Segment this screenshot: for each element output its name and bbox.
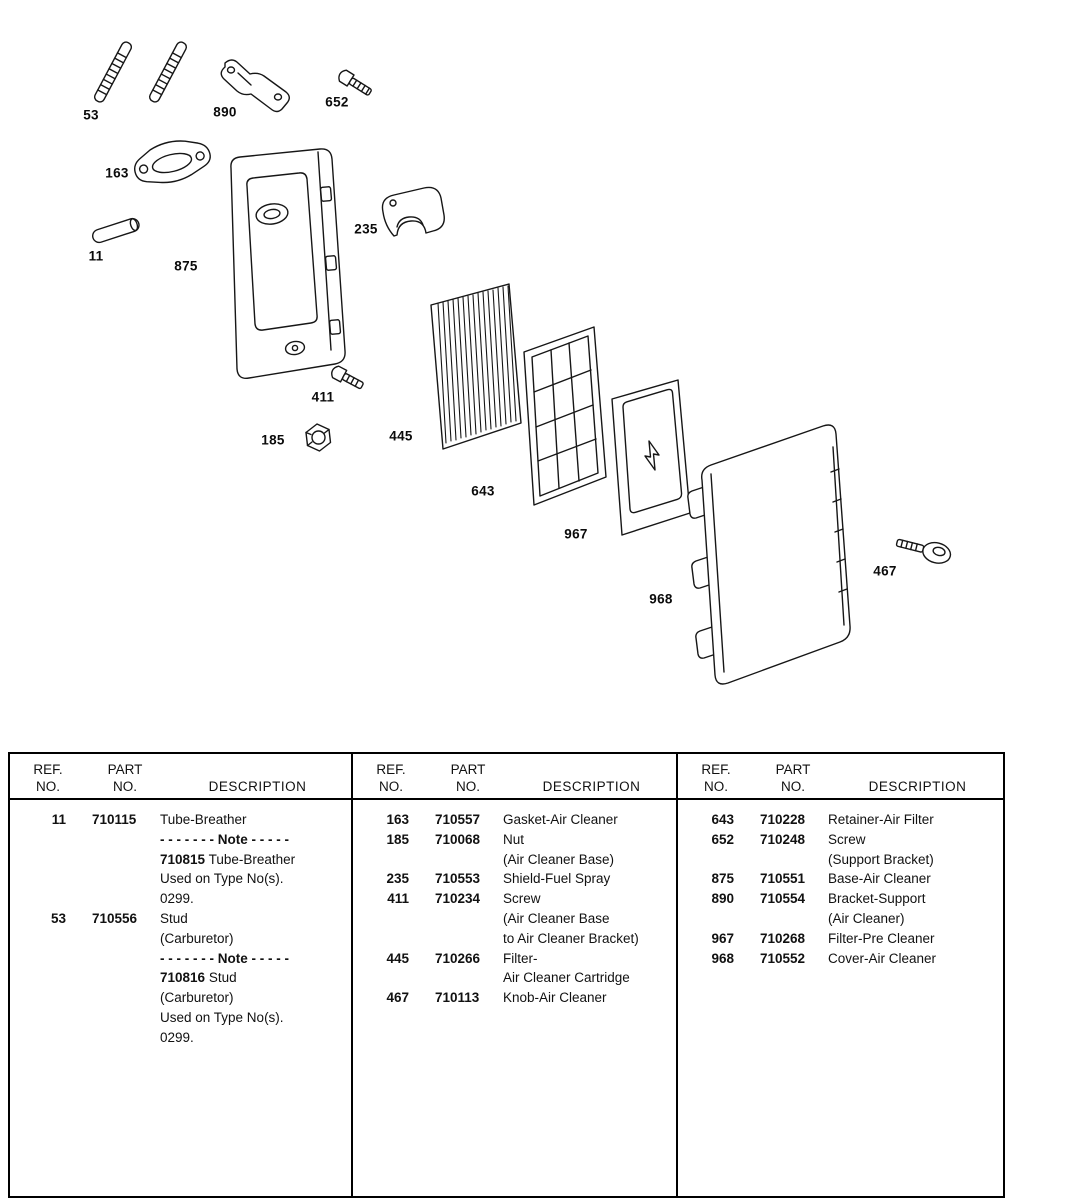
description: Filter- (503, 950, 538, 966)
ref-no (16, 929, 66, 949)
ref-header-line2: NO. (703, 779, 728, 794)
part-no: 710556 (92, 910, 138, 926)
ref-header-line1: REF. (33, 762, 63, 777)
table-row (684, 929, 1001, 949)
table-row (16, 1008, 349, 1028)
ref-no (16, 968, 66, 988)
table-header (353, 754, 676, 800)
description: Screw (828, 831, 866, 847)
ref-no: 411 (387, 891, 409, 907)
ref-no (16, 869, 66, 889)
tube-breather-icon (91, 217, 141, 244)
part-header-line2: NO. (455, 779, 480, 794)
table-row (16, 869, 349, 889)
part-header-line2: NO. (780, 779, 805, 794)
ref-no: 185 (386, 831, 409, 847)
callout-652: 652 (325, 94, 349, 110)
description: 0299. (160, 891, 194, 907)
ref-no (16, 889, 66, 909)
part-header-line2: NO. (112, 779, 137, 794)
ref-no: 445 (386, 950, 409, 966)
ref-no (359, 909, 409, 929)
filter-pre-cleaner-icon (612, 380, 690, 535)
part-no: 710228 (760, 812, 806, 827)
ref-no (16, 988, 66, 1008)
callout-235: 235 (354, 221, 378, 237)
table-row (16, 929, 349, 949)
description-header: DESCRIPTION (208, 779, 307, 794)
ref-no: 467 (386, 990, 409, 1006)
ref-no (16, 949, 66, 969)
callout-53: 53 (83, 107, 99, 123)
table-row (684, 830, 1001, 850)
description: (Air Cleaner Base (503, 910, 610, 926)
table-row (684, 850, 1001, 870)
table-row (684, 869, 1001, 889)
part-no (66, 850, 160, 870)
ref-no: 890 (711, 891, 734, 907)
part-no: 710115 (92, 812, 137, 827)
ref-header-line1: REF. (376, 762, 406, 777)
description: Filter-Pre Cleaner (828, 930, 935, 946)
screw-base-icon (329, 365, 365, 392)
description: (Support Bracket) (828, 851, 934, 867)
part-no: 710113 (435, 990, 480, 1006)
table-body (678, 800, 1003, 968)
ref-no: 163 (386, 812, 409, 827)
ref-no (359, 929, 409, 949)
callout-890: 890 (213, 104, 237, 120)
part-no (66, 869, 160, 889)
description: Used on Type No(s). (160, 1009, 284, 1025)
table-body (10, 800, 351, 1048)
table-row (684, 810, 1001, 830)
part-no (66, 1008, 160, 1028)
shield-fuel-spray-icon (382, 187, 444, 236)
description: Retainer-Air Filter (828, 812, 934, 827)
table-row (359, 830, 674, 850)
table-row (359, 869, 674, 889)
parts-table (8, 752, 1005, 1198)
part-no: 710551 (760, 871, 806, 887)
ref-no: 968 (711, 950, 734, 966)
part-no: 710557 (435, 812, 481, 827)
ref-no (16, 830, 66, 850)
part-header-line1: PART (450, 762, 486, 777)
description: Stud (160, 910, 188, 926)
callout-968: 968 (649, 591, 673, 607)
part-no: 710068 (435, 831, 481, 847)
base-air-cleaner-icon (231, 149, 345, 378)
table-row (16, 909, 349, 929)
ref-no (16, 1008, 66, 1028)
part-no: 710234 (435, 891, 481, 907)
table-row (359, 968, 674, 988)
table-row (359, 810, 674, 830)
part-no (66, 988, 160, 1008)
part-no (409, 850, 503, 870)
table-row (359, 929, 674, 949)
ref-no (684, 909, 734, 929)
part-no: 710554 (760, 891, 806, 907)
table-row (16, 850, 349, 870)
part-header-line1: PART (775, 762, 811, 777)
table-row (16, 889, 349, 909)
description: 710815 Tube-Breather (160, 851, 296, 867)
ref-header-line2: NO. (35, 779, 60, 794)
ref-no: 967 (711, 930, 734, 946)
callout-643: 643 (471, 483, 495, 499)
description: Base-Air Cleaner (828, 871, 931, 887)
ref-header-line1: REF. (701, 762, 731, 777)
description: Used on Type No(s). (160, 871, 284, 887)
description: 0299. (160, 1029, 194, 1045)
part-no (734, 850, 828, 870)
part-no (66, 949, 160, 969)
table-row (684, 889, 1001, 909)
table-row (359, 850, 674, 870)
description: Gasket-Air Cleaner (503, 812, 618, 827)
description: Bracket-Support (828, 891, 926, 907)
ref-header-line2: NO. (378, 779, 403, 794)
callout-163: 163 (105, 165, 129, 181)
ref-no (16, 1028, 66, 1048)
description: Nut (503, 831, 525, 847)
description: Air Cleaner Cartridge (503, 970, 630, 986)
gasket-air-cleaner-icon (130, 133, 214, 190)
callout-185: 185 (261, 432, 285, 448)
part-header-line1: PART (107, 762, 143, 777)
table-row (359, 949, 674, 969)
part-no (66, 968, 160, 988)
part-no (66, 889, 160, 909)
description: (Carburetor) (160, 990, 234, 1006)
description-header: DESCRIPTION (542, 779, 641, 794)
table-row (359, 909, 674, 929)
description: - - - - - - - Note - - - - - (160, 950, 289, 966)
table-header (10, 754, 351, 800)
cover-air-cleaner-icon (688, 425, 850, 684)
part-no: 710268 (760, 930, 806, 946)
table-body (353, 800, 676, 1008)
description: (Air Cleaner) (828, 910, 905, 926)
description: (Carburetor) (160, 930, 234, 946)
table-column-1 (10, 754, 351, 1196)
description: Tube-Breather (160, 812, 247, 827)
part-no (66, 830, 160, 850)
callout-445: 445 (389, 428, 413, 444)
callout-967: 967 (564, 526, 588, 542)
table-row (16, 949, 349, 969)
ref-no: 235 (386, 871, 409, 887)
table-row (16, 1028, 349, 1048)
part-no (66, 929, 160, 949)
description: Shield-Fuel Spray (503, 871, 611, 887)
part-no (409, 929, 503, 949)
description: Knob-Air Cleaner (503, 990, 607, 1006)
knob-air-cleaner-icon (894, 533, 952, 566)
part-no: 710552 (760, 950, 806, 966)
part-no (734, 909, 828, 929)
table-row (16, 810, 349, 830)
description: - - - - - - - Note - - - - - (160, 831, 289, 847)
callout-11: 11 (88, 248, 104, 264)
table-row (684, 949, 1001, 969)
part-no: 710553 (435, 871, 481, 887)
part-no (66, 1028, 160, 1048)
callout-467: 467 (873, 563, 897, 579)
ref-no (684, 850, 734, 870)
ref-no: 652 (711, 831, 734, 847)
retainer-air-filter-icon (524, 327, 606, 505)
description: Cover-Air Cleaner (828, 950, 937, 966)
ref-no (359, 968, 409, 988)
description: (Air Cleaner Base) (503, 851, 615, 867)
ref-no (16, 850, 66, 870)
table-header (678, 754, 1003, 800)
stud-icon (93, 41, 188, 104)
description: to Air Cleaner Bracket) (503, 930, 639, 946)
part-no: 710248 (760, 831, 806, 847)
callout-411: 411 (311, 389, 335, 405)
ref-no: 11 (51, 812, 66, 827)
description-header: DESCRIPTION (868, 779, 967, 794)
table-column-2 (351, 754, 676, 1196)
filter-cartridge-icon (431, 284, 521, 449)
table-row (359, 889, 674, 909)
nut-icon (306, 424, 331, 451)
ref-no: 53 (50, 910, 66, 926)
table-row (16, 988, 349, 1008)
ref-no: 875 (711, 871, 734, 887)
description: Screw (503, 891, 541, 907)
table-row (16, 830, 349, 850)
table-column-3 (676, 754, 1003, 1196)
part-no: 710266 (435, 950, 481, 966)
description: 710816 Stud (160, 970, 237, 986)
table-row (16, 968, 349, 988)
part-no (409, 909, 503, 929)
table-row (684, 909, 1001, 929)
part-no (409, 968, 503, 988)
table-row (359, 988, 674, 1008)
ref-no (359, 850, 409, 870)
callout-875: 875 (174, 258, 198, 274)
ref-no: 643 (711, 812, 734, 827)
